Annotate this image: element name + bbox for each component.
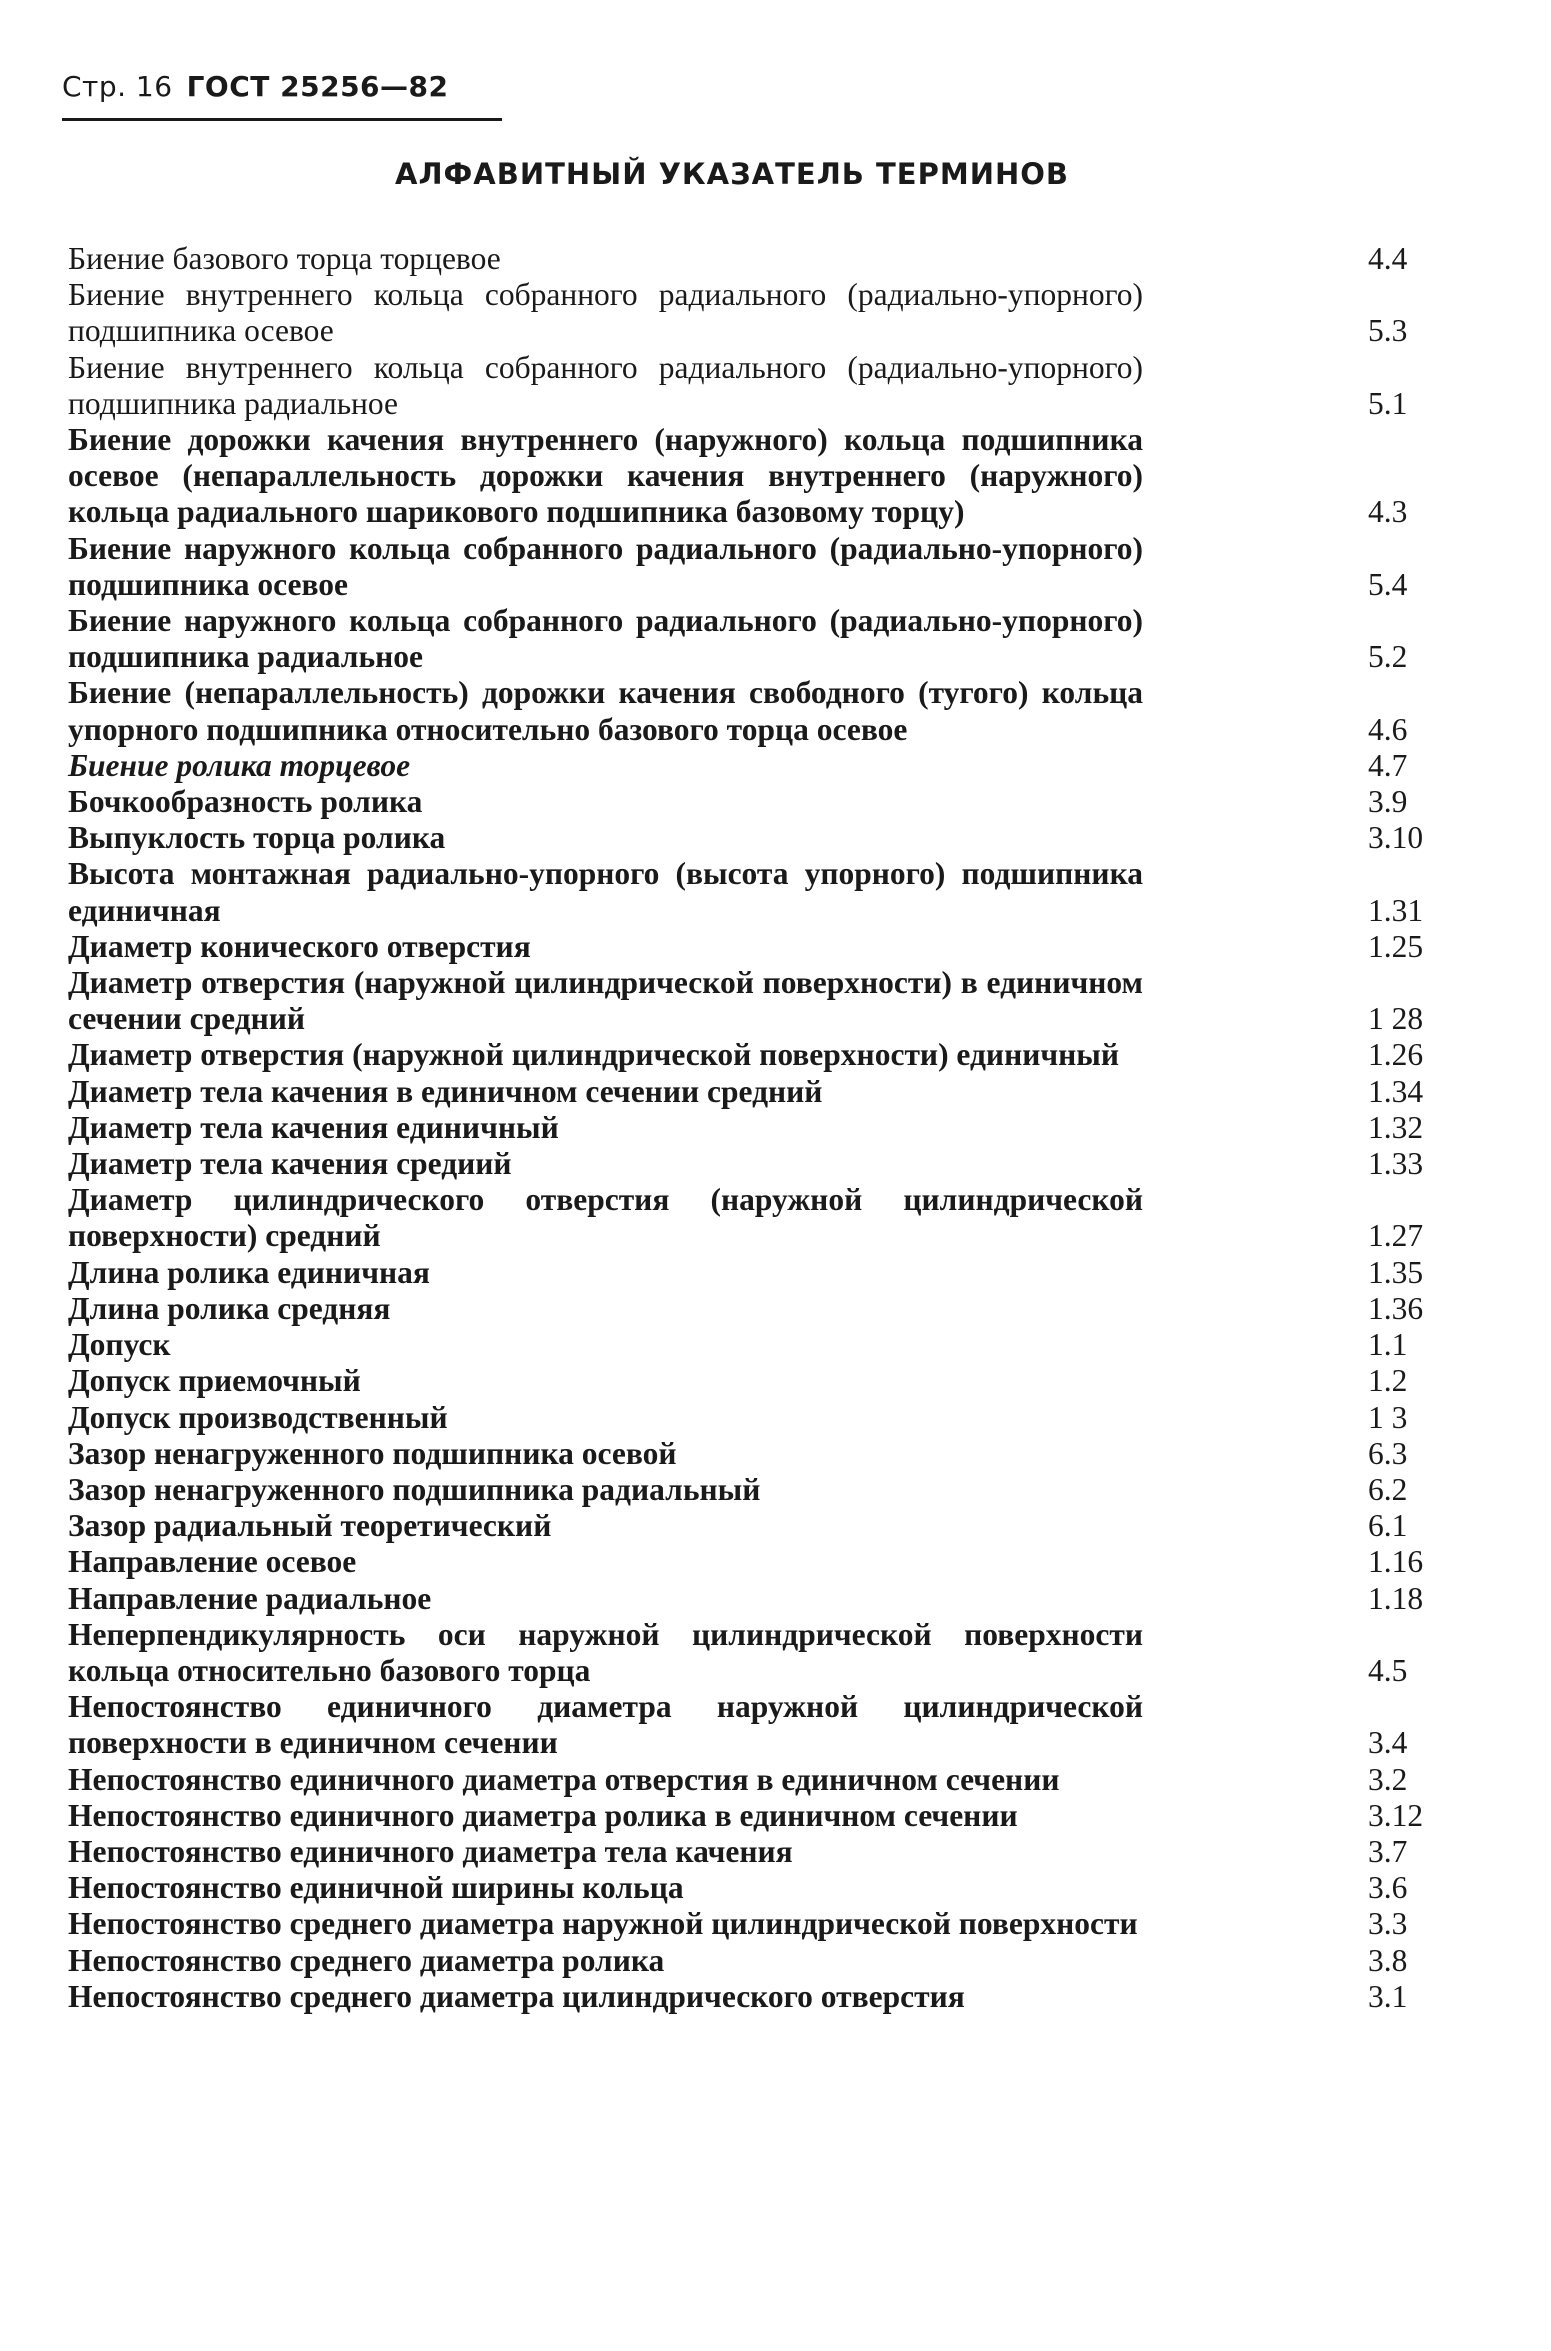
index-number: 3.6 xyxy=(1368,1870,1408,1906)
index-entry xyxy=(68,1327,1458,1363)
index-entry xyxy=(68,1436,1458,1472)
index-term: Биение базового торца торцевое xyxy=(68,241,501,276)
index-term: Бочкообразность ролика xyxy=(68,784,423,820)
index-number: 1 28 xyxy=(1368,1001,1424,1037)
index-entry xyxy=(68,820,1458,856)
index-number: 1.32 xyxy=(1368,1109,1424,1145)
index-term: Диаметр цилиндрического отверстия (наружной цилиндрической поверхности) средний xyxy=(68,1182,1143,1254)
index-term: Выпуклость торца ролика xyxy=(68,820,446,856)
index-term: Неперпендикулярность оси наружной цилиндрической поверхности кольца относительно базового торца xyxy=(68,1616,1143,1688)
index-number: 3.4 xyxy=(1368,1725,1408,1761)
index-term: Диаметр тела качения единичный xyxy=(68,1109,559,1145)
index-entry xyxy=(68,675,1458,747)
index-term: Непостоянство единичной ширины кольца xyxy=(68,1870,684,1906)
index-term: Диаметр отверстия (наружной цилиндрической поверхности) единичный xyxy=(68,1037,1120,1073)
index-entry xyxy=(68,1943,1458,1979)
index-entry xyxy=(68,531,1458,603)
index-term: Диаметр тела качения в единичном сечении средний xyxy=(68,1073,823,1109)
index-entry xyxy=(68,1110,1458,1146)
index-entry xyxy=(68,856,1458,928)
index-entry xyxy=(68,1291,1458,1327)
index-number: 1.36 xyxy=(1368,1290,1424,1326)
index-term: Диаметр отверстия (наружной цилиндрической поверхности) в единичном сечении средний xyxy=(68,965,1143,1037)
page-title: АЛФАВИТНЫЙ УКАЗАТЕЛЬ ТЕРМИНОВ xyxy=(395,157,1070,191)
index-term: Направление радиальное xyxy=(68,1580,432,1616)
index-term: Зазор радиальный теоретический xyxy=(68,1508,552,1544)
index-term: Зазор ненагруженного подшипника радиальный xyxy=(68,1471,761,1507)
index-entry xyxy=(68,1074,1458,1110)
index-term: Длина ролика средняя xyxy=(68,1290,391,1326)
index-term: Диаметр конического отверстия xyxy=(68,928,531,964)
index-entry xyxy=(68,929,1458,965)
index-term: Длина ролика единичная xyxy=(68,1254,430,1290)
index-entry xyxy=(68,748,1458,784)
index-number: 1.18 xyxy=(1368,1580,1424,1616)
index-number: 1.26 xyxy=(1368,1037,1424,1073)
index-term: Допуск производственный xyxy=(68,1399,448,1435)
index-entry xyxy=(68,1617,1458,1689)
index-number: 1.16 xyxy=(1368,1544,1424,1580)
index-number: 5.4 xyxy=(1368,566,1408,602)
index-number: 1.2 xyxy=(1368,1363,1408,1399)
index-number: 3.10 xyxy=(1368,820,1424,856)
index-entry xyxy=(68,277,1458,349)
index-entry xyxy=(68,1363,1458,1399)
index-number: 3.8 xyxy=(1368,1942,1408,1978)
running-header xyxy=(62,70,449,103)
index-entry xyxy=(68,1689,1458,1761)
index-term: Биение внутреннего кольца собранного радиального (радиально-упорного) подшипника осевое xyxy=(68,277,1143,349)
index-entry xyxy=(68,1979,1458,2015)
index-entry xyxy=(68,241,1458,277)
index-term: Зазор ненагруженного подшипника осевой xyxy=(68,1435,677,1471)
index-term: Непостоянство единичного диаметра отверстия в единичном сечении xyxy=(68,1761,1060,1797)
index-entry xyxy=(68,1508,1458,1544)
index-number: 1.31 xyxy=(1368,892,1424,928)
index-term: Биение внутреннего кольца собранного радиального (радиально-упорного) подшипника радиальное xyxy=(68,349,1143,421)
index-entry xyxy=(68,1400,1458,1436)
index-number: 6.1 xyxy=(1368,1508,1408,1544)
index-number: 3.7 xyxy=(1368,1833,1408,1869)
index-entry xyxy=(68,422,1458,531)
index-term: Диаметр тела качения средиий xyxy=(68,1146,512,1182)
index-number: 5.1 xyxy=(1368,385,1408,421)
index-number: 3.1 xyxy=(1368,1978,1408,2014)
index-number: 5.2 xyxy=(1368,639,1408,675)
index-term: Биение ролика торцевое xyxy=(68,747,411,783)
index-term: Непостоянство среднего диаметра цилиндрического отверстия xyxy=(68,1978,965,2014)
page-number: Стр. 16 xyxy=(62,70,173,103)
index-number: 1.34 xyxy=(1368,1073,1424,1109)
index-entry xyxy=(68,1255,1458,1291)
index-entry xyxy=(68,784,1458,820)
index-term: Допуск приемочный xyxy=(68,1363,361,1399)
index-number: 4.4 xyxy=(1368,241,1408,276)
index-number: 1.33 xyxy=(1368,1146,1424,1182)
index-term: Непостоянство единичного диаметра наружной цилиндрической поверхности в единичном сечении xyxy=(68,1689,1143,1761)
index-entry xyxy=(68,1182,1458,1254)
index-entry xyxy=(68,350,1458,422)
index-term: Высота монтажная радиально-упорного (высота упорного) подшипника единичная xyxy=(68,856,1143,928)
index-number: 3.12 xyxy=(1368,1797,1424,1833)
index-number: 4.3 xyxy=(1368,494,1408,530)
index-entry xyxy=(68,1037,1458,1073)
index-term: Допуск xyxy=(68,1327,171,1363)
index-number: 5.3 xyxy=(1368,313,1408,349)
index-number: 3.2 xyxy=(1368,1761,1408,1797)
index-term: Биение наружного кольца собранного радиального (радиально-упорного) подшипника осевое xyxy=(68,530,1143,602)
index-term: Биение (непараллельность) дорожки качения свободного (тугого) кольца упорного подшипника относительно базового торца осевое xyxy=(68,675,1143,747)
index-term: Непостоянство единичного диаметра ролика в единичном сечении xyxy=(68,1797,1018,1833)
index-term: Направление осевое xyxy=(68,1544,357,1580)
index-number: 4.7 xyxy=(1368,747,1408,783)
index-entry xyxy=(68,965,1458,1037)
index-entry xyxy=(68,1146,1458,1182)
index-entry xyxy=(68,1762,1458,1798)
index-term: Биение дорожки качения внутреннего (наружного) кольца подшипника осевое (непараллельность дорожки качения внутреннего (наружного) кольца радиального шарикового подшипника базовому торцу) xyxy=(68,422,1143,530)
index-entry xyxy=(68,1581,1458,1617)
index-number: 3.3 xyxy=(1368,1906,1408,1942)
index-entry xyxy=(68,603,1458,675)
header-rule xyxy=(62,118,502,121)
index-term: Непостоянство среднего диаметра наружной цилиндрической поверхности xyxy=(68,1906,1138,1942)
index-number: 1 3 xyxy=(1368,1399,1408,1435)
index-number: 6.2 xyxy=(1368,1471,1408,1507)
index-number: 3.9 xyxy=(1368,784,1408,820)
index-number: 1.1 xyxy=(1368,1327,1408,1363)
index-number: 1.35 xyxy=(1368,1254,1424,1290)
index-entry xyxy=(68,1834,1458,1870)
standard-designation: ГОСТ 25256—82 xyxy=(186,70,449,103)
index-number: 4.6 xyxy=(1368,711,1408,747)
index-entry xyxy=(68,1544,1458,1580)
index-number: 1.27 xyxy=(1368,1218,1424,1254)
term-index xyxy=(68,241,1458,2015)
index-term: Непостоянство единичного диаметра тела качения xyxy=(68,1833,793,1869)
index-entry xyxy=(68,1472,1458,1508)
index-term: Непостоянство среднего диаметра ролика xyxy=(68,1942,665,1978)
index-entry xyxy=(68,1906,1458,1942)
index-number: 1.25 xyxy=(1368,928,1424,964)
index-term: Биение наружного кольца собранного радиального (радиально-упорного) подшипника радиальное xyxy=(68,603,1143,675)
index-entry xyxy=(68,1798,1458,1834)
index-number: 6.3 xyxy=(1368,1435,1408,1471)
index-number: 4.5 xyxy=(1368,1652,1408,1688)
index-entry xyxy=(68,1870,1458,1906)
